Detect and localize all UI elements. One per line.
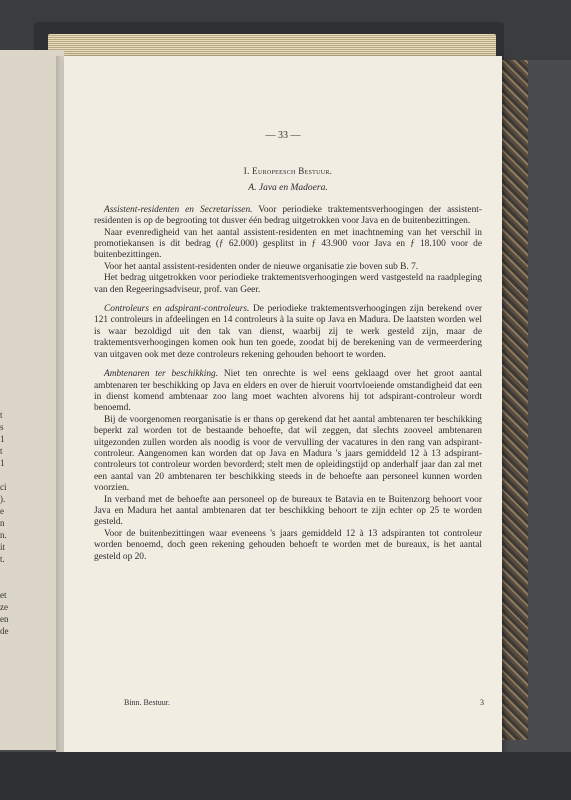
page-content <box>94 144 482 563</box>
margin-fragment: t. <box>0 554 5 564</box>
margin-fragment: e <box>0 506 4 516</box>
paragraph-heading: Assistent-residenten en Secretarissen. <box>104 204 253 215</box>
margin-fragment: s <box>0 422 4 432</box>
paragraph-text: Voor periodieke traktementsverhoogingen der assistent-residenten is op de begrooting tot dusver één bedrag uitgetrokken voor Java en de buitenbezittingen. <box>94 204 482 227</box>
margin-fragment: et <box>0 590 7 600</box>
scan-background-bottom <box>0 752 571 800</box>
document-page <box>64 56 502 752</box>
margin-fragment: t <box>0 410 3 420</box>
paragraph <box>94 304 482 361</box>
paragraph <box>94 228 482 262</box>
margin-fragment: t <box>0 446 3 456</box>
page-number: — 33 — <box>265 130 301 141</box>
subsection-heading: A. Java en Madoera. <box>248 183 328 194</box>
paragraph-text: Het bedrag uitgetrokken voor periodieke traktementsverhoogingen werd vastgesteld na raadpleging van den Regeeringsadviseur, prof. van Geer. <box>94 273 482 295</box>
margin-fragment: ze <box>0 602 8 612</box>
paragraph <box>94 273 482 296</box>
paragraph-text: Niet ten onrechte is wel eens geklaagd over het groot aantal ambtenaren ter beschikking op Java en elders en over de hieruit voortvloeiende omstandigheid dat een in dienst komend ambtenaar zoo lang moet wachten alvorens hij tot adspirant-controleur wordt benoemd. <box>94 369 483 414</box>
paragraph <box>94 415 482 495</box>
paragraph <box>94 495 482 529</box>
paragraph-text: In verband met de behoefte aan personeel op de bureaux te Batavia en te Buitenzorg behoort voor Java en Madura het aantal ambtenaren dat ter beschikking behoort te zijn echter op 25 te worden gesteld. <box>94 494 482 528</box>
paragraph <box>94 205 482 228</box>
section-heading: I. Europeesch Bestuur. <box>243 166 333 176</box>
paragraph <box>94 369 482 415</box>
footer-label: Binn. Bestuur. <box>124 698 171 707</box>
paragraph-text: Bij de voorgenomen reorganisatie is er thans op gerekend dat het aantal ambtenaren ter beschikking beperkt zal worden tot de bestaande behoefte, dat wil zeggen, dat slechts zooveel ambtenaren uitgezonden zullen worden als noodig is voor de vervulling der vacatures in den rang van adspirant-controleur. Aangenomen kan worden dat op Java en Madura 's jaars gemiddeld 12 à 13 adspirant-controleurs tot controleur worden bevorderd; stelt men de opleidingstijd op anderhalf jaar dan zal met een aantal van 20 ambtenaren ter beschikking steeds in de behoefte aan personeel kunnen worden voorzien. <box>94 414 482 494</box>
margin-fragment: en <box>0 614 9 624</box>
margin-fragment: n. <box>0 530 7 540</box>
margin-fragment: 1 <box>0 434 5 444</box>
signature-mark: 3 <box>480 698 484 707</box>
margin-fragment: de <box>0 626 9 636</box>
margin-fragment: 1 <box>0 458 5 468</box>
paragraph-text: De periodieke traktementsverhoogingen zijn berekend over 121 controleurs in afdeelingen en 14 controleurs à la suite op Java en Madura. De laatsten worden wel is waar bezoldigd uit den tak van dienst, waarbij zij te werk gesteld zijn, maar de traktementsverhoogingen komen ook hun ten goede, zoodat bij de berekening van de vermeerdering van uitgaven ook met deze controleurs rekening gehouden behoort te worden. <box>94 304 482 360</box>
marbled-endpaper <box>498 60 528 740</box>
margin-fragment: it <box>0 542 6 552</box>
page-footer <box>124 698 484 707</box>
paragraph-heading: Ambtenaren ter beschikking. <box>104 369 219 380</box>
paragraph <box>94 529 482 563</box>
paragraph-text: Voor de buitenbezittingen waar eveneens 's jaars gemiddeld 12 à 13 adspiranten tot controleur worden benoemd, doch geen rekening gehouden behoeft te worden met de bureaux, is het aantal gesteld op 20. <box>94 528 482 562</box>
paragraph-heading: Controleurs en adspirant-controleurs. <box>104 304 250 315</box>
paragraph-text: Voor het aantal assistent-residenten onder de nieuwe organisatie zie boven sub B. 7. <box>104 261 419 272</box>
margin-fragment: ci <box>0 482 7 492</box>
paragraph-text: Naar evenredigheid van het aantal assistent-residenten en met inachtneming van het verschil in promotiekansen is dit bedrag (ƒ 62.000) gesplitst in ƒ 43.900 voor Java en ƒ 18.100 voor de buitenbezittingen. <box>94 227 482 261</box>
paragraph <box>94 262 482 273</box>
margin-fragment: n <box>0 518 5 528</box>
facing-page <box>0 50 64 750</box>
paragraph-list <box>94 205 482 563</box>
margin-fragment: ). <box>0 494 6 504</box>
